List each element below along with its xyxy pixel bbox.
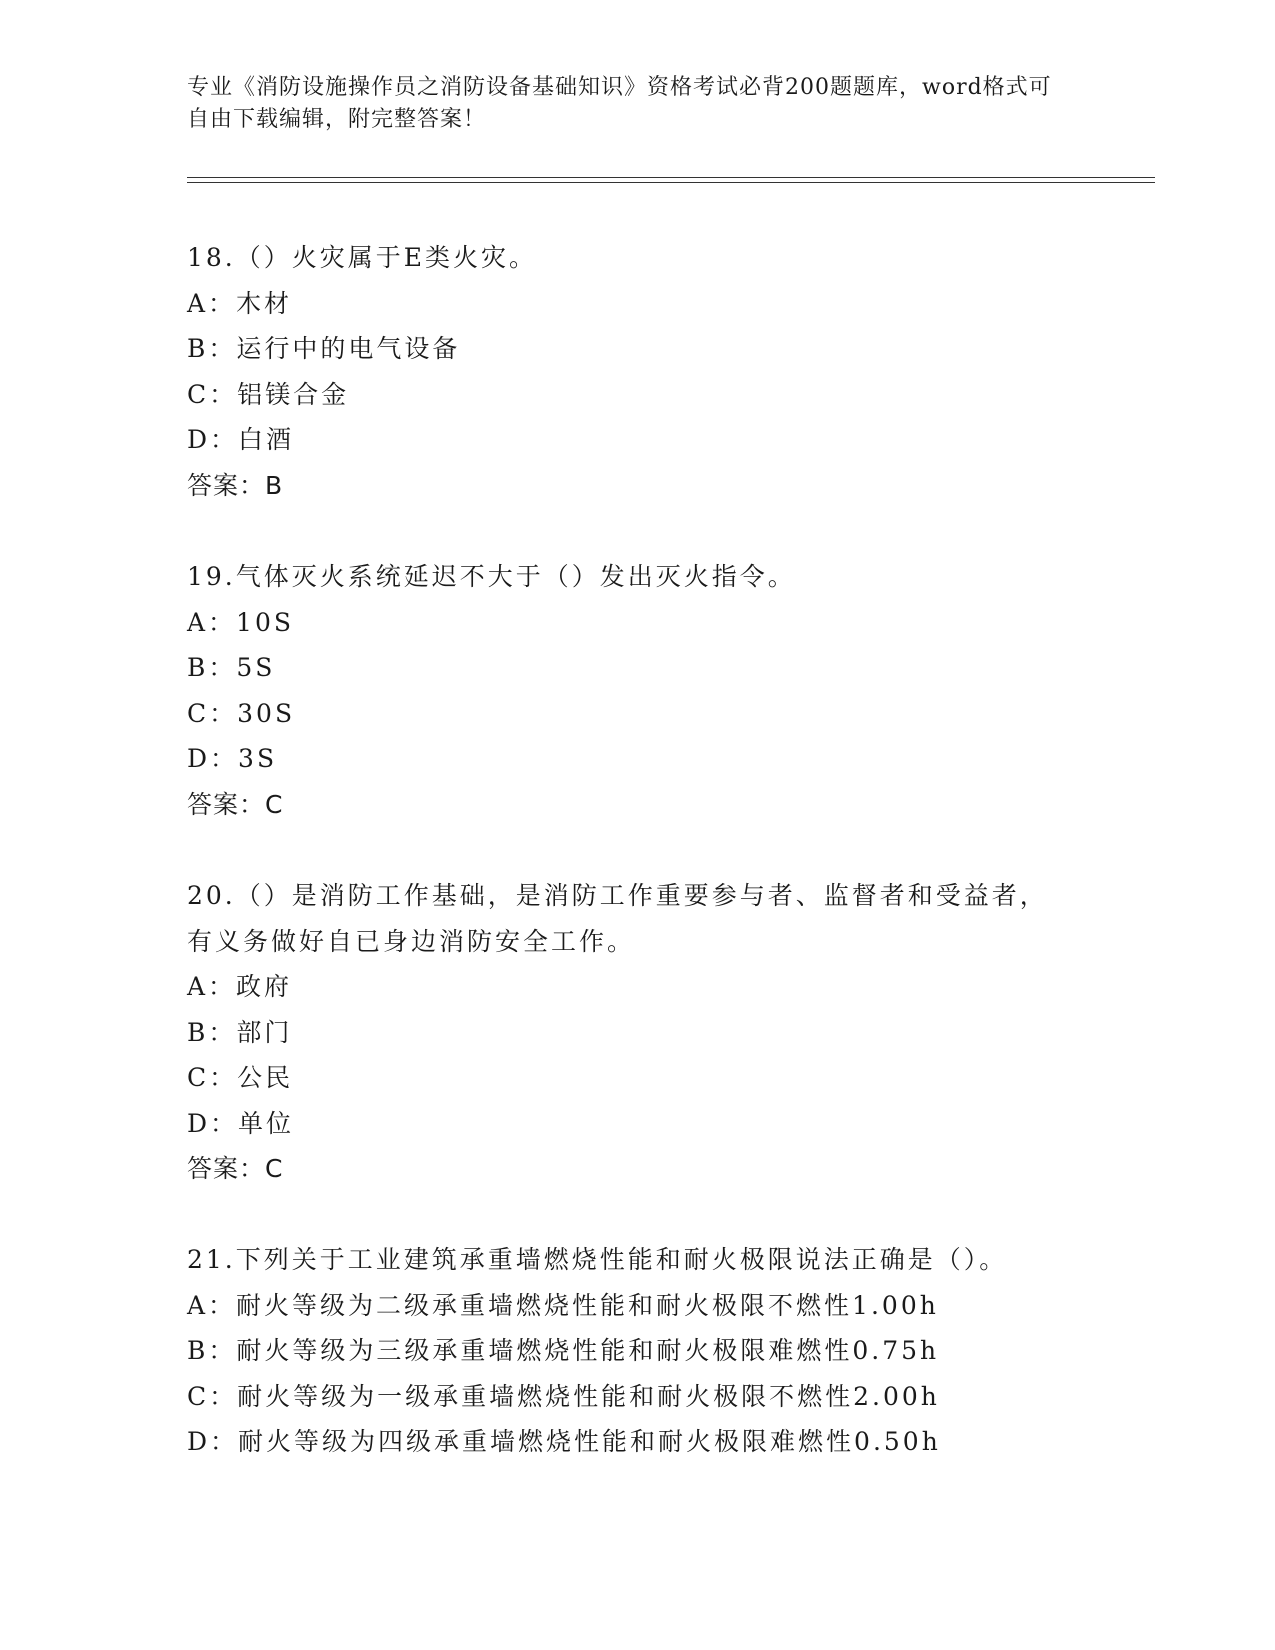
option-a: A：木材 bbox=[187, 288, 293, 318]
option-a: A：10S bbox=[187, 607, 294, 637]
option-a: A：政府 bbox=[187, 972, 293, 1001]
option-b: B：5S bbox=[187, 653, 276, 682]
option-b: B：运行中的电气设备 bbox=[187, 334, 461, 363]
option-b: B：部门 bbox=[187, 1017, 293, 1047]
option-a: A：耐火等级为二级承重墙燃烧性能和耐火极限不燃性1.00h bbox=[187, 1290, 939, 1320]
answer: 答案：B bbox=[187, 470, 284, 500]
option-d: D：3S bbox=[187, 744, 278, 773]
option-c: C：30S bbox=[187, 698, 296, 728]
option-c: C：公民 bbox=[187, 1063, 294, 1092]
answer: 答案：C bbox=[187, 789, 284, 819]
question-stem: 21.下列关于工业建筑承重墙燃烧性能和耐火极限说法正确是（）。 bbox=[187, 1245, 1008, 1274]
document-header: 专业《消防设施操作员之消防设备基础知识》资格考试必背200题题库，word格式可自由下载编辑，附完整答案！ bbox=[187, 75, 1052, 132]
option-d: D：白酒 bbox=[187, 425, 295, 454]
question-stem: 18.（）火灾属于E类火灾。 bbox=[187, 243, 538, 272]
option-d: D：耐火等级为四级承重墙燃烧性能和耐火极限难燃性0.50h bbox=[187, 1427, 941, 1456]
question-21 bbox=[187, 1237, 1087, 1465]
question-stem: 19.气体灭火系统延迟不大于（）发出灭火指令。 bbox=[187, 562, 796, 591]
answer: 答案：C bbox=[187, 1154, 284, 1183]
option-c: C：耐火等级为一级承重墙燃烧性能和耐火极限不燃性2.00h bbox=[187, 1381, 940, 1411]
question-20 bbox=[187, 873, 1087, 1192]
question-stem: 20.（）是消防工作基础，是消防工作重要参与者、监督者和受益者，有义务做好自已身边消防安全工作。 bbox=[187, 881, 1048, 956]
option-d: D：单位 bbox=[187, 1108, 295, 1138]
header-divider-bottom bbox=[187, 182, 1155, 183]
question-19 bbox=[187, 554, 1087, 827]
option-c: C：铝镁合金 bbox=[187, 379, 350, 409]
question-18 bbox=[187, 235, 1087, 508]
header-divider-top bbox=[187, 177, 1155, 178]
option-b: B：耐火等级为三级承重墙燃烧性能和耐火极限难燃性0.75h bbox=[187, 1336, 940, 1365]
